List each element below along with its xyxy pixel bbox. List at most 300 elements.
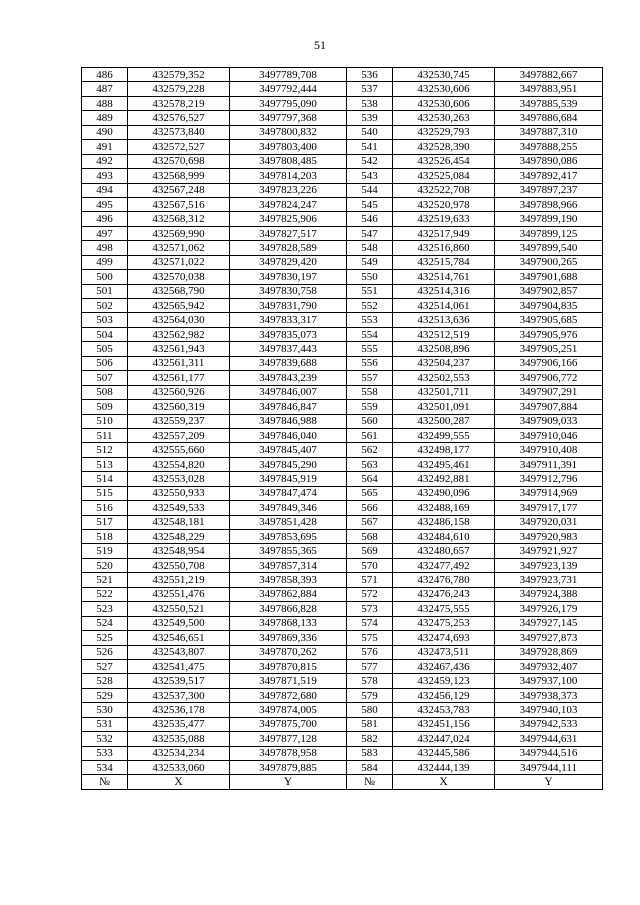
table-row [82,385,603,399]
table-row [82,154,603,168]
left-x-coordinate-cell: 432578,219 [128,96,230,110]
right-y-coordinate-cell: 3497899,125 [495,226,603,240]
left-x-coordinate-cell: 432568,790 [128,284,230,298]
right-point-number-cell: 568 [347,530,393,544]
right-x-coordinate-cell: 432490,096 [393,486,495,500]
table-row [82,125,603,139]
table-row [82,255,603,269]
right-point-number-cell: 571 [347,573,393,587]
right-x-coordinate-cell: 432514,061 [393,299,495,313]
left-y-coordinate-cell: 3497877,128 [230,732,347,746]
table-row [82,515,603,529]
left-x-coordinate-cell: 432561,943 [128,342,230,356]
table-row [82,342,603,356]
left-y-coordinate-cell: 3497827,517 [230,226,347,240]
left-point-number-cell: 510 [82,414,128,428]
column-header-right-y-coordinate: Y [495,775,603,789]
table-row [82,616,603,630]
right-x-coordinate-cell: 432484,610 [393,530,495,544]
left-x-coordinate-cell: 432557,209 [128,428,230,442]
right-point-number-cell: 557 [347,371,393,385]
table-row [82,226,603,240]
left-y-coordinate-cell: 3497869,336 [230,631,347,645]
left-y-coordinate-cell: 3497845,919 [230,472,347,486]
right-y-coordinate-cell: 3497888,255 [495,140,603,154]
left-x-coordinate-cell: 432541,475 [128,659,230,673]
right-point-number-cell: 565 [347,486,393,500]
coordinates-table-body [82,68,603,790]
right-y-coordinate-cell: 3497920,031 [495,515,603,529]
left-point-number-cell: 520 [82,558,128,572]
right-y-coordinate-cell: 3497926,179 [495,602,603,616]
right-x-coordinate-cell: 432456,129 [393,688,495,702]
right-point-number-cell: 544 [347,183,393,197]
left-point-number-cell: 499 [82,255,128,269]
right-point-number-cell: 559 [347,400,393,414]
table-row [82,717,603,731]
column-header-left-point-number: № [82,775,128,789]
right-x-coordinate-cell: 432459,123 [393,674,495,688]
right-x-coordinate-cell: 432519,633 [393,212,495,226]
left-point-number-cell: 488 [82,96,128,110]
table-row [82,169,603,183]
left-point-number-cell: 529 [82,688,128,702]
left-point-number-cell: 506 [82,356,128,370]
right-x-coordinate-cell: 432476,243 [393,587,495,601]
left-y-coordinate-cell: 3497789,708 [230,68,347,82]
right-point-number-cell: 542 [347,154,393,168]
left-point-number-cell: 512 [82,443,128,457]
left-y-coordinate-cell: 3497862,884 [230,587,347,601]
left-point-number-cell: 534 [82,761,128,775]
right-point-number-cell: 578 [347,674,393,688]
left-point-number-cell: 518 [82,530,128,544]
right-y-coordinate-cell: 3497927,873 [495,631,603,645]
left-x-coordinate-cell: 432535,088 [128,732,230,746]
right-y-coordinate-cell: 3497912,796 [495,472,603,486]
left-y-coordinate-cell: 3497866,828 [230,602,347,616]
left-point-number-cell: 508 [82,385,128,399]
left-y-coordinate-cell: 3497847,474 [230,486,347,500]
right-y-coordinate-cell: 3497940,103 [495,703,603,717]
right-y-coordinate-cell: 3497905,685 [495,313,603,327]
right-point-number-cell: 551 [347,284,393,298]
left-y-coordinate-cell: 3497837,443 [230,342,347,356]
left-point-number-cell: 527 [82,659,128,673]
right-point-number-cell: 584 [347,761,393,775]
table-row [82,631,603,645]
left-point-number-cell: 530 [82,703,128,717]
left-point-number-cell: 493 [82,169,128,183]
left-point-number-cell: 523 [82,602,128,616]
right-x-coordinate-cell: 432492,881 [393,472,495,486]
right-point-number-cell: 547 [347,226,393,240]
right-point-number-cell: 576 [347,645,393,659]
left-y-coordinate-cell: 3497875,700 [230,717,347,731]
left-x-coordinate-cell: 432548,954 [128,544,230,558]
right-y-coordinate-cell: 3497886,684 [495,111,603,125]
table-row [82,140,603,154]
right-y-coordinate-cell: 3497923,731 [495,573,603,587]
table-row [82,544,603,558]
right-point-number-cell: 536 [347,68,393,82]
column-header-right-point-number: № [347,775,393,789]
right-y-coordinate-cell: 3497906,166 [495,356,603,370]
right-point-number-cell: 553 [347,313,393,327]
right-x-coordinate-cell: 432473,511 [393,645,495,659]
right-y-coordinate-cell: 3497920,983 [495,530,603,544]
column-header-left-x-coordinate: X [128,775,230,789]
right-point-number-cell: 569 [347,544,393,558]
right-point-number-cell: 558 [347,385,393,399]
right-point-number-cell: 541 [347,140,393,154]
right-x-coordinate-cell: 432530,263 [393,111,495,125]
left-y-coordinate-cell: 3497833,317 [230,313,347,327]
right-point-number-cell: 539 [347,111,393,125]
table-row [82,197,603,211]
left-x-coordinate-cell: 432571,022 [128,255,230,269]
right-point-number-cell: 573 [347,602,393,616]
right-y-coordinate-cell: 3497944,111 [495,761,603,775]
table-row [82,486,603,500]
left-x-coordinate-cell: 432568,312 [128,212,230,226]
right-point-number-cell: 560 [347,414,393,428]
right-x-coordinate-cell: 432520,978 [393,197,495,211]
table-row [82,270,603,284]
right-point-number-cell: 581 [347,717,393,731]
right-x-coordinate-cell: 432502,553 [393,371,495,385]
left-y-coordinate-cell: 3497853,695 [230,530,347,544]
left-point-number-cell: 526 [82,645,128,659]
table-row [82,688,603,702]
left-y-coordinate-cell: 3497830,197 [230,270,347,284]
right-y-coordinate-cell: 3497882,667 [495,68,603,82]
left-y-coordinate-cell: 3497879,885 [230,761,347,775]
left-x-coordinate-cell: 432536,178 [128,703,230,717]
left-point-number-cell: 514 [82,472,128,486]
left-y-coordinate-cell: 3497871,519 [230,674,347,688]
right-x-coordinate-cell: 432517,949 [393,226,495,240]
left-x-coordinate-cell: 432550,933 [128,486,230,500]
right-x-coordinate-cell: 432498,177 [393,443,495,457]
left-point-number-cell: 522 [82,587,128,601]
right-y-coordinate-cell: 3497904,835 [495,299,603,313]
table-row [82,602,603,616]
right-y-coordinate-cell: 3497937,100 [495,674,603,688]
left-point-number-cell: 509 [82,400,128,414]
right-point-number-cell: 549 [347,255,393,269]
right-y-coordinate-cell: 3497928,869 [495,645,603,659]
left-y-coordinate-cell: 3497823,226 [230,183,347,197]
left-y-coordinate-cell: 3497795,090 [230,96,347,110]
right-point-number-cell: 572 [347,587,393,601]
left-point-number-cell: 513 [82,457,128,471]
left-y-coordinate-cell: 3497792,444 [230,82,347,96]
left-y-coordinate-cell: 3497829,420 [230,255,347,269]
right-y-coordinate-cell: 3497944,516 [495,746,603,760]
right-x-coordinate-cell: 432486,158 [393,515,495,529]
right-point-number-cell: 561 [347,428,393,442]
table-row [82,573,603,587]
right-point-number-cell: 546 [347,212,393,226]
right-point-number-cell: 563 [347,457,393,471]
page-number: 51 [314,38,326,52]
left-x-coordinate-cell: 432550,708 [128,558,230,572]
left-x-coordinate-cell: 432559,237 [128,414,230,428]
left-y-coordinate-cell: 3497845,407 [230,443,347,457]
left-x-coordinate-cell: 432564,030 [128,313,230,327]
table-row [82,414,603,428]
left-y-coordinate-cell: 3497814,203 [230,169,347,183]
right-point-number-cell: 550 [347,270,393,284]
left-y-coordinate-cell: 3497843,239 [230,371,347,385]
right-x-coordinate-cell: 432501,091 [393,400,495,414]
table-row [82,428,603,442]
right-y-coordinate-cell: 3497906,772 [495,371,603,385]
right-x-coordinate-cell: 432488,169 [393,501,495,515]
right-point-number-cell: 554 [347,327,393,341]
right-y-coordinate-cell: 3497901,688 [495,270,603,284]
right-y-coordinate-cell: 3497905,251 [495,342,603,356]
right-y-coordinate-cell: 3497914,969 [495,486,603,500]
table-row [82,472,603,486]
left-point-number-cell: 507 [82,371,128,385]
left-point-number-cell: 492 [82,154,128,168]
table-row [82,212,603,226]
right-point-number-cell: 574 [347,616,393,630]
table-row [82,530,603,544]
left-y-coordinate-cell: 3497849,346 [230,501,347,515]
right-point-number-cell: 582 [347,732,393,746]
left-point-number-cell: 494 [82,183,128,197]
right-x-coordinate-cell: 432528,390 [393,140,495,154]
left-x-coordinate-cell: 432537,300 [128,688,230,702]
left-x-coordinate-cell: 432579,352 [128,68,230,82]
table-row [82,82,603,96]
right-y-coordinate-cell: 3497911,391 [495,457,603,471]
table-row [82,327,603,341]
left-y-coordinate-cell: 3497831,790 [230,299,347,313]
left-x-coordinate-cell: 432551,476 [128,587,230,601]
left-y-coordinate-cell: 3497845,290 [230,457,347,471]
table-row [82,68,603,82]
right-point-number-cell: 570 [347,558,393,572]
column-header-right-x-coordinate: X [393,775,495,789]
table-row [82,558,603,572]
left-point-number-cell: 517 [82,515,128,529]
right-x-coordinate-cell: 432526,454 [393,154,495,168]
left-point-number-cell: 528 [82,674,128,688]
left-y-coordinate-cell: 3497872,680 [230,688,347,702]
left-point-number-cell: 502 [82,299,128,313]
right-point-number-cell: 537 [347,82,393,96]
right-y-coordinate-cell: 3497899,540 [495,241,603,255]
left-x-coordinate-cell: 432534,234 [128,746,230,760]
right-y-coordinate-cell: 3497944,631 [495,732,603,746]
coordinates-table [81,67,603,790]
left-point-number-cell: 487 [82,82,128,96]
right-y-coordinate-cell: 3497897,237 [495,183,603,197]
left-y-coordinate-cell: 3497800,832 [230,125,347,139]
table-row [82,457,603,471]
left-point-number-cell: 531 [82,717,128,731]
left-y-coordinate-cell: 3497839,688 [230,356,347,370]
left-point-number-cell: 505 [82,342,128,356]
right-x-coordinate-cell: 432515,784 [393,255,495,269]
right-y-coordinate-cell: 3497942,533 [495,717,603,731]
right-point-number-cell: 543 [347,169,393,183]
right-y-coordinate-cell: 3497924,388 [495,587,603,601]
right-x-coordinate-cell: 432475,555 [393,602,495,616]
right-point-number-cell: 566 [347,501,393,515]
left-y-coordinate-cell: 3497857,314 [230,558,347,572]
left-x-coordinate-cell: 432579,228 [128,82,230,96]
left-x-coordinate-cell: 432569,990 [128,226,230,240]
right-point-number-cell: 538 [347,96,393,110]
right-x-coordinate-cell: 432500,287 [393,414,495,428]
right-x-coordinate-cell: 432514,316 [393,284,495,298]
right-x-coordinate-cell: 432467,436 [393,659,495,673]
left-x-coordinate-cell: 432539,517 [128,674,230,688]
right-point-number-cell: 564 [347,472,393,486]
table-row [82,443,603,457]
right-point-number-cell: 583 [347,746,393,760]
left-y-coordinate-cell: 3497828,589 [230,241,347,255]
left-point-number-cell: 495 [82,197,128,211]
left-y-coordinate-cell: 3497858,393 [230,573,347,587]
right-x-coordinate-cell: 432447,024 [393,732,495,746]
left-y-coordinate-cell: 3497868,133 [230,616,347,630]
table-row [82,761,603,775]
left-point-number-cell: 532 [82,732,128,746]
table-row [82,732,603,746]
right-point-number-cell: 540 [347,125,393,139]
left-point-number-cell: 533 [82,746,128,760]
left-y-coordinate-cell: 3497846,988 [230,414,347,428]
left-x-coordinate-cell: 432560,926 [128,385,230,399]
left-point-number-cell: 519 [82,544,128,558]
table-row [82,96,603,110]
table-row [82,183,603,197]
left-x-coordinate-cell: 432576,527 [128,111,230,125]
right-y-coordinate-cell: 3497907,884 [495,400,603,414]
right-x-coordinate-cell: 432529,793 [393,125,495,139]
right-x-coordinate-cell: 432530,745 [393,68,495,82]
right-x-coordinate-cell: 432480,657 [393,544,495,558]
table-row [82,313,603,327]
right-x-coordinate-cell: 432474,693 [393,631,495,645]
left-x-coordinate-cell: 432543,807 [128,645,230,659]
right-x-coordinate-cell: 432476,780 [393,573,495,587]
left-x-coordinate-cell: 432571,062 [128,241,230,255]
left-point-number-cell: 501 [82,284,128,298]
right-point-number-cell: 552 [347,299,393,313]
left-x-coordinate-cell: 432550,521 [128,602,230,616]
left-y-coordinate-cell: 3497846,040 [230,428,347,442]
left-y-coordinate-cell: 3497835,073 [230,327,347,341]
left-y-coordinate-cell: 3497830,758 [230,284,347,298]
table-row [82,501,603,515]
left-y-coordinate-cell: 3497808,485 [230,154,347,168]
left-x-coordinate-cell: 432549,533 [128,501,230,515]
right-x-coordinate-cell: 432508,896 [393,342,495,356]
left-x-coordinate-cell: 432549,500 [128,616,230,630]
left-y-coordinate-cell: 3497878,958 [230,746,347,760]
left-x-coordinate-cell: 432561,177 [128,371,230,385]
left-y-coordinate-cell: 3497870,815 [230,659,347,673]
left-point-number-cell: 525 [82,631,128,645]
left-y-coordinate-cell: 3497855,365 [230,544,347,558]
left-x-coordinate-cell: 432567,516 [128,197,230,211]
right-x-coordinate-cell: 432530,606 [393,96,495,110]
left-point-number-cell: 498 [82,241,128,255]
right-y-coordinate-cell: 3497923,139 [495,558,603,572]
left-x-coordinate-cell: 432562,982 [128,327,230,341]
right-point-number-cell: 575 [347,631,393,645]
right-y-coordinate-cell: 3497890,086 [495,154,603,168]
right-point-number-cell: 580 [347,703,393,717]
table-row [82,703,603,717]
left-x-coordinate-cell: 432570,038 [128,270,230,284]
right-y-coordinate-cell: 3497910,046 [495,428,603,442]
right-x-coordinate-cell: 432499,555 [393,428,495,442]
left-x-coordinate-cell: 432572,527 [128,140,230,154]
left-point-number-cell: 490 [82,125,128,139]
left-point-number-cell: 516 [82,501,128,515]
left-x-coordinate-cell: 432568,999 [128,169,230,183]
right-y-coordinate-cell: 3497910,408 [495,443,603,457]
right-y-coordinate-cell: 3497938,373 [495,688,603,702]
right-point-number-cell: 548 [347,241,393,255]
left-x-coordinate-cell: 432533,060 [128,761,230,775]
right-y-coordinate-cell: 3497898,966 [495,197,603,211]
table-row [82,746,603,760]
right-point-number-cell: 562 [347,443,393,457]
left-y-coordinate-cell: 3497851,428 [230,515,347,529]
left-point-number-cell: 491 [82,140,128,154]
left-y-coordinate-cell: 3497825,906 [230,212,347,226]
left-x-coordinate-cell: 432555,660 [128,443,230,457]
table-footer-row [82,775,603,789]
right-point-number-cell: 567 [347,515,393,529]
right-point-number-cell: 545 [347,197,393,211]
right-x-coordinate-cell: 432525,084 [393,169,495,183]
left-x-coordinate-cell: 432535,477 [128,717,230,731]
left-x-coordinate-cell: 432546,651 [128,631,230,645]
left-point-number-cell: 515 [82,486,128,500]
table-row [82,371,603,385]
right-point-number-cell: 577 [347,659,393,673]
table-row [82,241,603,255]
left-x-coordinate-cell: 432567,248 [128,183,230,197]
left-x-coordinate-cell: 432570,698 [128,154,230,168]
left-point-number-cell: 496 [82,212,128,226]
right-x-coordinate-cell: 432445,586 [393,746,495,760]
left-point-number-cell: 503 [82,313,128,327]
right-y-coordinate-cell: 3497921,927 [495,544,603,558]
right-y-coordinate-cell: 3497892,417 [495,169,603,183]
table-row [82,111,603,125]
left-y-coordinate-cell: 3497846,007 [230,385,347,399]
right-point-number-cell: 579 [347,688,393,702]
right-x-coordinate-cell: 432477,492 [393,558,495,572]
right-y-coordinate-cell: 3497885,539 [495,96,603,110]
table-row [82,284,603,298]
column-header-left-y-coordinate: Y [230,775,347,789]
left-x-coordinate-cell: 432561,311 [128,356,230,370]
right-x-coordinate-cell: 432522,708 [393,183,495,197]
right-x-coordinate-cell: 432513,636 [393,313,495,327]
